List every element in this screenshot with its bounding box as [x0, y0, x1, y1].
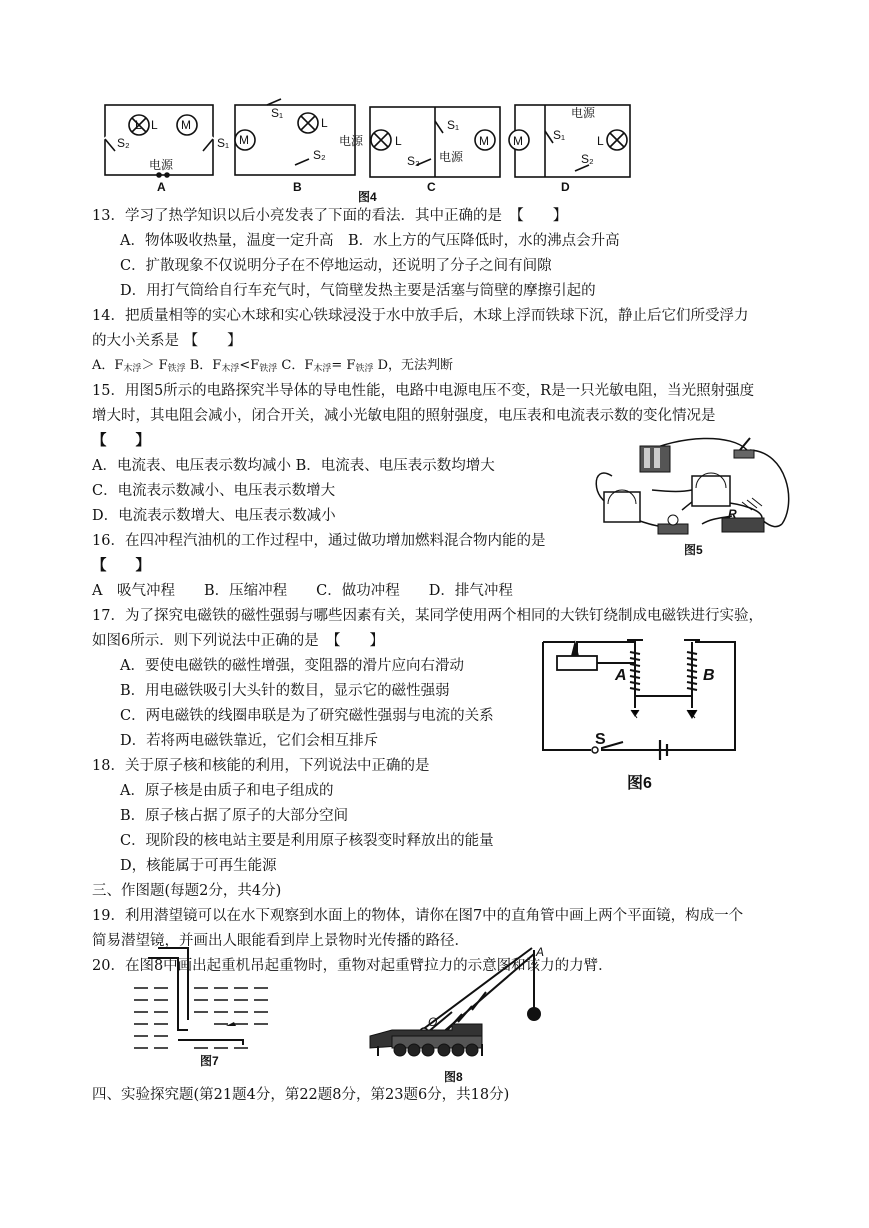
q15-option-d: D．电流表示数增大、电压表示数减小	[92, 508, 336, 524]
fig4-b-power: 电源	[339, 134, 364, 148]
q15-bracket: 【 】	[92, 432, 150, 449]
fig4-a-s2: S₂	[117, 136, 130, 150]
fig8-label-a: A	[536, 945, 545, 959]
fig4-d-motor: M	[513, 134, 523, 148]
fig4-d-power: 电源	[571, 106, 596, 120]
q18-option-a: A．原子核是由质子和电子组成的	[120, 783, 334, 799]
fig4-c-s2: S₂	[407, 154, 420, 168]
figure-6-electromagnets	[535, 632, 745, 802]
section-3-heading: 三、作图题(每题2分，共4分)	[92, 883, 282, 899]
q16-options: A 吸气冲程 B．压缩冲程 C．做功冲程 D．排气冲程	[92, 583, 513, 599]
q18-option-d: D，核能属于可再生能源	[120, 858, 277, 874]
q18-option-c: C．现阶段的核电站主要是利用原子核裂变时释放出的能量	[120, 833, 494, 849]
q13-option-c: C．扩散现象不仅说明分子在不停地运动，还说明了分子之间有间隙	[120, 258, 552, 274]
section-4-heading: 四、实验探究题(第21题4分，第22题8分，第23题6分，共18分)	[92, 1087, 510, 1103]
q13-stem: 13．学习了热学知识以后小亮发表了下面的看法．其中正确的是 【 】	[92, 208, 568, 224]
fig4-label-d: D	[561, 180, 570, 194]
q17-option-b: B．用电磁铁吸引大头针的数目，显示它的磁性强弱	[120, 683, 450, 699]
q19-line1: 19．利用潜望镜可以在水下观察到水面上的物体，请你在图7中的直角管中画上两个平面镜，构成一个	[92, 908, 744, 924]
fig6-label-s: S	[595, 731, 606, 748]
q17-stem-line1: 17．为了探究电磁铁的磁性强弱与哪些因素有关，某同学使用两个相同的大铁钉绕制成电磁铁进行实验，	[92, 608, 763, 624]
q15-stem-line2: 增大时，其电阻会减小，闭合开关，减小光敏电阻的照射强度，电压表和电流表示数的变化情况是	[92, 408, 716, 424]
q15-stem-line1: 15．用图5所示的电路探究半导体的导电性能，电路中电源电压不变，R是一只光敏电阻，当光照射强度	[92, 383, 755, 399]
q13-option-d: D．用打气筒给自行车充气时，气筒壁发热主要是活塞与筒壁的摩擦引起的	[120, 283, 596, 299]
fig4-b-s2: S₂	[313, 148, 326, 162]
fig8-label-o: O	[428, 1015, 438, 1029]
fig4-c-lamp: L	[395, 134, 402, 148]
fig4-d-s2: S₂	[581, 152, 594, 166]
q15-option-ab: A．电流表、电压表示数均减小 B．电流表、电压表示数均增大	[92, 458, 495, 474]
q14-options: A．$F_{木浮}> F_{铁浮}$ B．$F_{木浮}<F_{铁浮}$ C．$F_{木浮}= F_{铁浮}$ D，无法判断	[92, 358, 454, 374]
q14-stem-line2: 的大小关系是 【 】	[92, 333, 242, 349]
q18-option-b: B．原子核占据了原子的大部分空间	[120, 808, 349, 824]
fig4-label-c: C	[427, 180, 436, 194]
fig4-b-lamp: L	[321, 116, 328, 130]
q17-option-d: D．若将两电磁铁靠近，它们会相互排斥	[120, 733, 379, 749]
fig6-label-a: A	[615, 667, 627, 684]
q13-option-ab: A．物体吸收热量，温度一定升高 B．水上方的气压降低时，水的沸点会升高	[120, 233, 620, 249]
fig4-a-lamp-label: L	[151, 118, 158, 132]
fig4-c-s1: S₁	[447, 118, 460, 132]
fig4-d-s1: S₁	[553, 128, 566, 142]
fig4-c-motor: M	[479, 134, 489, 148]
q17-option-c: C．两电磁铁的线圈串联是为了研究磁性强弱与电流的关系	[120, 708, 494, 724]
figure-8-crane	[362, 940, 602, 1080]
q18-stem: 18．关于原子核和核能的利用，下列说法中正确的是	[92, 758, 430, 774]
fig7-caption: 图7	[200, 1054, 219, 1068]
fig4-c-power: 电源	[439, 150, 464, 164]
fig5-r-label: R	[728, 507, 737, 521]
fig4-b-s1: S₁	[271, 106, 284, 120]
q14-stem-line1: 14．把质量相等的实心木球和实心铁球浸没于水中放手后，木球上浮而铁球下沉，静止后它们所受浮力	[92, 308, 749, 324]
fig4-a-power: 电源	[149, 158, 174, 172]
fig4-a-s1: S₁	[217, 136, 230, 150]
q17-option-a: A．要使电磁铁的磁性增强，变阻器的滑片应向右滑动	[120, 658, 464, 674]
fig8-caption: 图8	[444, 1070, 463, 1084]
q19-line2: 简易潜望镜，并画出人眼能看到岸上景物时光传播的路径．	[92, 933, 469, 949]
fig4-a-motor: M	[181, 118, 191, 132]
fig5-caption: 图5	[684, 543, 703, 557]
fig4-d-lamp: L	[597, 134, 604, 148]
fig4-label-b: B	[293, 180, 302, 194]
fig4-b-motor: M	[239, 133, 249, 147]
fig6-label-b: B	[703, 667, 715, 684]
fig4-label-a: A	[157, 180, 166, 194]
fig4-a-lamp-symbol: L	[135, 118, 142, 132]
q16-stem: 16．在四冲程汽油机的工作过程中，通过做功增加燃料混合物内能的是	[92, 533, 546, 549]
fig6-caption: 图6	[627, 775, 652, 792]
fig4-caption: 图4	[358, 190, 377, 204]
q17-stem-line2: 如图6所示．则下列说法中正确的是 【 】	[92, 633, 384, 649]
q15-option-c: C．电流表示数减小、电压表示数增大	[92, 483, 336, 499]
q20-text: 20．在图8中画出起重机吊起重物时，重物对起重臂拉力的示意图和该力的力臂．	[92, 958, 613, 974]
q16-bracket: 【 】	[92, 557, 150, 574]
